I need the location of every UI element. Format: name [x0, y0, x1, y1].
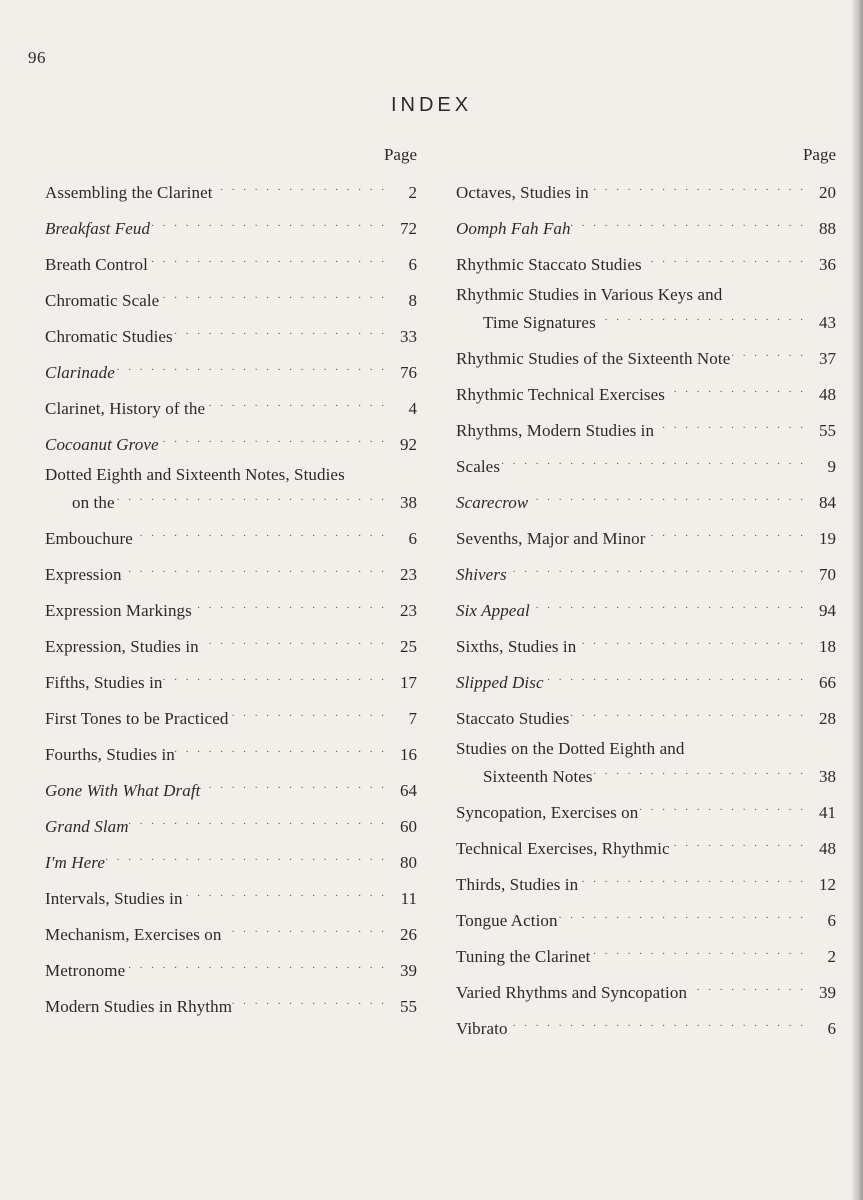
entry-title: Tongue Action: [456, 911, 558, 930]
entry-page-number: 76: [400, 363, 417, 382]
entry-line: [456, 904, 836, 932]
entry-title: Technical Exercises, Rhythmic: [456, 839, 670, 858]
entry-page-number: 39: [819, 983, 836, 1002]
index-entry: [45, 846, 417, 874]
dot-leader: [150, 212, 395, 234]
dot-leader: [645, 522, 814, 544]
entry-line: [456, 796, 836, 824]
entry-page-number: 8: [408, 291, 417, 310]
dot-leader: [544, 666, 814, 688]
dot-leader: [570, 702, 815, 724]
dot-leader: [199, 630, 395, 652]
entry-line: [45, 428, 417, 456]
entry-title: Expression: [45, 565, 122, 584]
dot-leader: [596, 306, 814, 328]
entry-continuation-line: [45, 486, 417, 514]
entry-line: [45, 522, 417, 550]
dot-leader: [528, 486, 814, 508]
entry-title: Rhythmic Studies in Various Keys and: [456, 285, 723, 304]
dot-leader: [665, 378, 814, 400]
dot-leader: [122, 558, 395, 580]
entry-page-number: 48: [819, 839, 836, 858]
dot-leader: [571, 212, 814, 234]
entry-line: [456, 284, 836, 306]
entry-page-number: 70: [819, 565, 836, 584]
entry-line: [456, 666, 836, 694]
entry-page-number: 60: [400, 817, 417, 836]
entry-line: [456, 738, 836, 760]
entry-line: [456, 940, 836, 968]
entry-title: Staccato Studies: [456, 709, 570, 728]
entry-line: [45, 320, 417, 348]
index-entry: [45, 702, 417, 730]
entry-title: Fifths, Studies in: [45, 673, 163, 692]
entry-title: Thirds, Studies in: [456, 875, 579, 894]
entry-page-number: 6: [408, 255, 417, 274]
page-column-heading-left: Page: [383, 145, 417, 164]
entry-title: Chromatic Scale: [45, 291, 160, 310]
index-entry: [456, 630, 836, 658]
entry-page-number: 9: [827, 457, 836, 476]
dot-leader: [500, 450, 814, 472]
dot-leader: [205, 392, 395, 414]
index-entry: [456, 1012, 836, 1040]
dot-leader: [148, 248, 395, 270]
index-entry: [456, 940, 836, 968]
page-title: INDEX: [390, 94, 473, 116]
entry-title: Syncopation, Exercises on: [456, 803, 639, 822]
dot-leader: [105, 846, 395, 868]
entry-page-number: 17: [400, 673, 417, 692]
entry-page-number: 7: [408, 709, 417, 728]
entry-title: Time Signatures: [483, 313, 596, 332]
dot-leader: [200, 774, 395, 796]
index-entry: [456, 212, 836, 240]
entry-page-number: 92: [400, 435, 417, 454]
index-entry: [45, 774, 417, 802]
entry-line: [45, 990, 417, 1018]
entry-line: [45, 918, 417, 946]
entry-line: [456, 1012, 836, 1040]
dot-leader: [159, 284, 395, 306]
entry-line: [45, 284, 417, 312]
dot-leader: [129, 810, 395, 832]
index-entry: [45, 666, 417, 694]
entry-title: Varied Rhythms and Syncopation: [456, 983, 688, 1002]
entry-page-number: 66: [819, 673, 836, 692]
entry-line: [456, 414, 836, 442]
index-entry: [45, 954, 417, 982]
entry-line: [456, 378, 836, 406]
entry-title: Scarecrow: [456, 493, 529, 512]
index-entry: [456, 284, 836, 334]
entry-page-number: 94: [819, 601, 836, 620]
dot-leader: [133, 522, 395, 544]
entry-title: Sixteenth Notes: [483, 767, 593, 786]
entry-line: [456, 558, 836, 586]
entry-page-number: 55: [400, 997, 417, 1016]
entry-page-number: 20: [819, 183, 836, 202]
entry-page-number: 25: [400, 637, 417, 656]
index-entry: [456, 176, 836, 204]
entry-line: [45, 774, 417, 802]
entry-title: Embouchure: [45, 529, 133, 548]
index-entry: [456, 248, 836, 276]
entry-line: [456, 248, 836, 276]
dot-leader: [593, 760, 814, 782]
index-entry: [456, 904, 836, 932]
index-entry: [45, 464, 417, 514]
index-entry: [45, 594, 417, 622]
entry-line: [456, 832, 836, 860]
entry-line: [456, 342, 836, 370]
index-entry: [456, 702, 836, 730]
index-entry: [456, 796, 836, 824]
entry-title: Clarinade: [45, 363, 115, 382]
entry-line: [45, 594, 417, 622]
entry-title: Chromatic Studies: [45, 327, 173, 346]
index-entry: [456, 738, 836, 788]
index-entry: [45, 356, 417, 384]
dot-leader: [730, 342, 814, 364]
index-entry: [45, 212, 417, 240]
index-entry: [456, 558, 836, 586]
entry-page-number: 23: [400, 565, 417, 584]
entry-title: Rhythmic Staccato Studies: [456, 255, 642, 274]
index-entry: [45, 558, 417, 586]
entry-line: [456, 212, 836, 240]
entry-page-number: 37: [819, 349, 836, 368]
index-entry: [456, 666, 836, 694]
entry-line: [45, 846, 417, 874]
index-entry: [456, 868, 836, 896]
entry-page-number: 38: [400, 493, 417, 512]
entry-page-number: 2: [827, 947, 836, 966]
entry-page-number: 11: [400, 889, 417, 908]
entry-page-number: 88: [819, 219, 836, 238]
entry-title: Slipped Disc: [456, 673, 544, 692]
entry-page-number: 48: [819, 385, 836, 404]
entry-line: [45, 630, 417, 658]
index-entry: [45, 882, 417, 910]
entry-page-number: 16: [400, 745, 417, 764]
dot-leader: [507, 558, 814, 580]
entry-page-number: 33: [400, 327, 417, 346]
index-entry: [456, 414, 836, 442]
entry-line: [45, 666, 417, 694]
entry-line: [45, 248, 417, 276]
index-entry: [45, 810, 417, 838]
entry-title: Rhythmic Technical Exercises: [456, 385, 666, 404]
entry-title: Modern Studies in Rhythm: [45, 997, 233, 1016]
entry-line: [45, 356, 417, 384]
entry-title: Rhythms, Modern Studies in: [456, 421, 655, 440]
page-number: 96: [28, 48, 46, 67]
dot-leader: [228, 702, 395, 724]
entry-page-number: 41: [819, 803, 836, 822]
entry-page-number: 6: [827, 1019, 836, 1038]
entry-page-number: 19: [819, 529, 836, 548]
entry-line: [45, 558, 417, 586]
index-entry: [45, 176, 417, 204]
entry-title: First Tones to be Practiced: [45, 709, 229, 728]
dot-leader: [589, 176, 814, 198]
entry-title: Grand Slam: [45, 817, 129, 836]
entry-line: [456, 176, 836, 204]
entry-page-number: 26: [400, 925, 417, 944]
index-entry: [45, 284, 417, 312]
dot-leader: [508, 1012, 814, 1034]
index-entry: [45, 392, 417, 420]
entry-line: [45, 392, 417, 420]
entry-page-number: 39: [400, 961, 417, 980]
entry-page-number: 2: [408, 183, 417, 202]
entry-title: Sevenths, Major and Minor: [456, 529, 646, 548]
entry-page-number: 64: [400, 781, 417, 800]
dot-leader: [115, 356, 395, 378]
entry-line: [45, 464, 417, 486]
dot-leader: [173, 320, 395, 342]
entry-title: Expression, Studies in: [45, 637, 199, 656]
index-entry: [45, 630, 417, 658]
dot-leader: [670, 832, 814, 854]
entry-title: Octaves, Studies in: [456, 183, 589, 202]
entry-line: [456, 486, 836, 514]
entry-page-number: 72: [400, 219, 417, 238]
index-entry: [456, 450, 836, 478]
page-edge-shadow: [851, 0, 863, 1200]
entry-title: Expression Markings: [45, 601, 192, 620]
entry-title: Metronome: [45, 961, 126, 980]
entry-title: Rhythmic Studies of the Sixteenth Note: [456, 349, 731, 368]
dot-leader: [163, 666, 395, 688]
dot-leader: [125, 954, 395, 976]
entry-title: Six Appeal: [456, 601, 530, 620]
entry-page-number: 6: [408, 529, 417, 548]
dot-leader: [578, 868, 814, 890]
entry-line: [45, 954, 417, 982]
entry-title: Vibrato: [456, 1019, 508, 1038]
entry-line: [45, 702, 417, 730]
entry-title: Breath Control: [45, 255, 148, 274]
entry-title: Fourths, Studies in: [45, 745, 175, 764]
dot-leader: [159, 428, 395, 450]
dot-leader: [590, 940, 814, 962]
dot-leader: [654, 414, 814, 436]
index-entry: [45, 522, 417, 550]
entry-title: on the: [72, 493, 115, 512]
dot-leader: [687, 976, 814, 998]
entry-line: [456, 868, 836, 896]
dot-leader: [192, 594, 395, 616]
dot-leader: [222, 918, 396, 940]
entry-title: Oomph Fah Fah: [456, 219, 571, 238]
entry-page-number: 84: [819, 493, 836, 512]
entry-page-number: 43: [819, 313, 836, 332]
dot-leader: [115, 486, 395, 508]
entry-line: [456, 702, 836, 730]
entry-page-number: 23: [400, 601, 417, 620]
index-entry: [456, 342, 836, 370]
index-entry: [45, 990, 417, 1018]
entry-page-number: 38: [819, 767, 836, 786]
entry-continuation-line: [456, 760, 836, 788]
entry-line: [45, 810, 417, 838]
entry-line: [456, 630, 836, 658]
dot-leader: [183, 882, 395, 904]
index-entry: [45, 320, 417, 348]
entry-title: Studies on the Dotted Eighth and: [456, 739, 685, 758]
entry-page-number: 12: [819, 875, 836, 894]
index-entry: [45, 738, 417, 766]
entry-page-number: 18: [819, 637, 836, 656]
entry-page-number: 80: [400, 853, 417, 872]
entry-line: [45, 882, 417, 910]
entry-title: Intervals, Studies in: [45, 889, 183, 908]
entry-line: [456, 522, 836, 550]
dot-leader: [576, 630, 814, 652]
index-entry: [45, 248, 417, 276]
entry-line: [456, 976, 836, 1004]
dot-leader: [232, 990, 395, 1012]
entry-title: Clarinet, History of the: [45, 399, 206, 418]
entry-title: Sixths, Studies in: [456, 637, 577, 656]
dot-leader: [530, 594, 814, 616]
entry-page-number: 6: [827, 911, 836, 930]
entry-line: [45, 212, 417, 240]
entry-line: [456, 450, 836, 478]
entry-page-number: 55: [819, 421, 836, 440]
dot-leader: [638, 796, 814, 818]
index-entry: [456, 594, 836, 622]
entry-page-number: 4: [408, 399, 417, 418]
index-entry: [456, 378, 836, 406]
entry-line: [456, 594, 836, 622]
entry-title: Dotted Eighth and Sixteenth Notes, Studies: [45, 465, 345, 484]
entry-title: Breakfast Feud: [45, 219, 151, 238]
dot-leader: [213, 176, 395, 198]
entry-title: Mechanism, Exercises on: [45, 925, 222, 944]
entry-title: Gone With What Draft: [45, 781, 201, 800]
entry-title: Assembling the Clarinet: [45, 183, 213, 202]
index-entry: [45, 428, 417, 456]
entry-title: I'm Here: [45, 853, 105, 872]
page-column-heading-right: Page: [802, 145, 836, 164]
index-entry: [456, 522, 836, 550]
entry-title: Scales: [456, 457, 501, 476]
entry-page-number: 28: [819, 709, 836, 728]
index-entry: [456, 832, 836, 860]
dot-leader: [558, 904, 814, 926]
entry-title: Cocoanut Grove: [45, 435, 159, 454]
entry-line: [45, 738, 417, 766]
entry-title: Shivers: [456, 565, 507, 584]
index-entry: [456, 976, 836, 1004]
dot-leader: [175, 738, 395, 760]
dot-leader: [642, 248, 814, 270]
index-entry: [456, 486, 836, 514]
entry-page-number: 36: [819, 255, 836, 274]
entry-title: Tuning the Clarinet: [456, 947, 591, 966]
index-entry: [45, 918, 417, 946]
entry-continuation-line: [456, 306, 836, 334]
entry-line: [45, 176, 417, 204]
